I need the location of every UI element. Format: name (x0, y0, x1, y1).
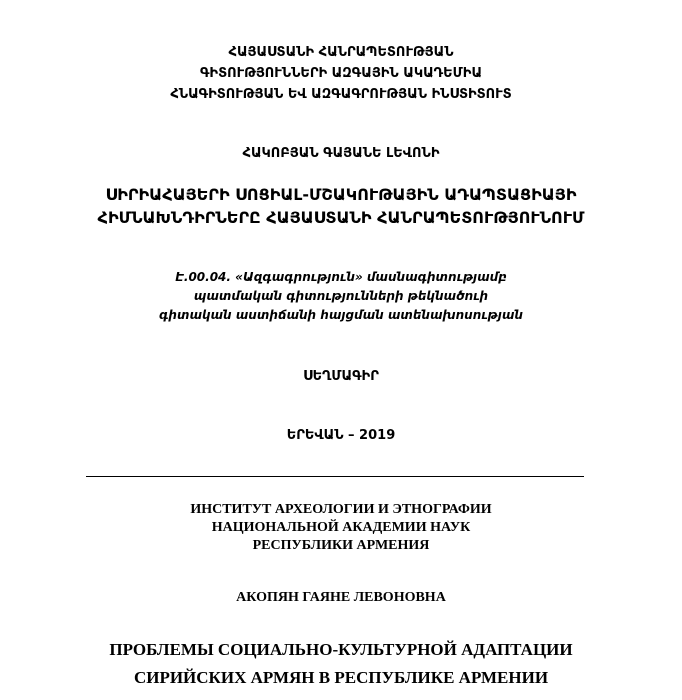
armenian-institute-line-1: ՀԱՅԱՍՏԱՆԻ ՀԱՆՐԱՊԵՏՈՒԹՅԱՆ (228, 45, 454, 60)
section-divider (86, 476, 584, 477)
armenian-author-name: ՀԱԿՈԲՅԱՆ ԳԱՅԱՆԵ ԼԵՎՈՆԻ (242, 146, 440, 161)
russian-institute-line-2: НАЦИОНАЛЬНОЙ АКАДЕМИИ НАУК (211, 520, 471, 535)
armenian-degree-line-3: գիտական աստիճանի հայցման ատենախոսության (159, 308, 523, 322)
russian-institute-line-3: РЕСПУБЛИКИ АРМЕНИЯ (252, 538, 430, 553)
armenian-thesis-title-line-1: ՍԻՐԻԱՀԱՅԵՐԻ ՍՈՑԻԱԼ-ՄՇԱԿՈՒԹԱՅԻՆ ԱԴԱՊՏԱՑԻԱՅԻ (105, 185, 577, 204)
russian-thesis-title-line-2: СИРИЙСКИХ АРМЯН В РЕСПУБЛИКЕ АРМЕНИИ (133, 668, 549, 687)
armenian-institute-line-3: ՀՆԱԳԻՏՈՒԹՅԱՆ ԵՎ ԱԶԳԱԳՐՈՒԹՅԱՆ ԻՆՍՏԻՏՈՒՏ (170, 87, 512, 102)
russian-institute-line-1: ИНСТИТУТ АРХЕОЛОГИИ И ЭТНОГРАФИИ (190, 502, 492, 517)
armenian-institute-line-2: ԳԻՏՈՒԹՅՈՒՆՆԵՐԻ ԱԶԳԱՅԻՆ ԱԿԱԴԵՄԻԱ (199, 66, 483, 81)
armenian-thesis-title-line-2: ՀԻՄՆԱԽՆԴԻՐՆԵՐԸ ՀԱՅԱՍՏԱՆԻ ՀԱՆՐԱՊԵՏՈՒԹՅՈՒՆՈՒՄ (97, 208, 585, 227)
armenian-degree-line-1: Է.00.04. «Ազգագրություն» մասնագիտությամբ (175, 270, 507, 284)
armenian-document-type: ՍԵՂՄԱԳԻՐ (303, 369, 379, 384)
russian-thesis-title-line-1: ПРОБЛЕМЫ СОЦИАЛЬНО-КУЛЬТУРНОЙ АДАПТАЦИИ (109, 640, 573, 659)
russian-author-name: АКОПЯН ГАЯНЕ ЛЕВОНОВНА (236, 590, 446, 605)
armenian-city-year: ԵՐԵՎԱՆ – 2019 (286, 428, 396, 443)
armenian-degree-line-2: պատմական գիտությունների թեկնածուի (193, 289, 489, 303)
